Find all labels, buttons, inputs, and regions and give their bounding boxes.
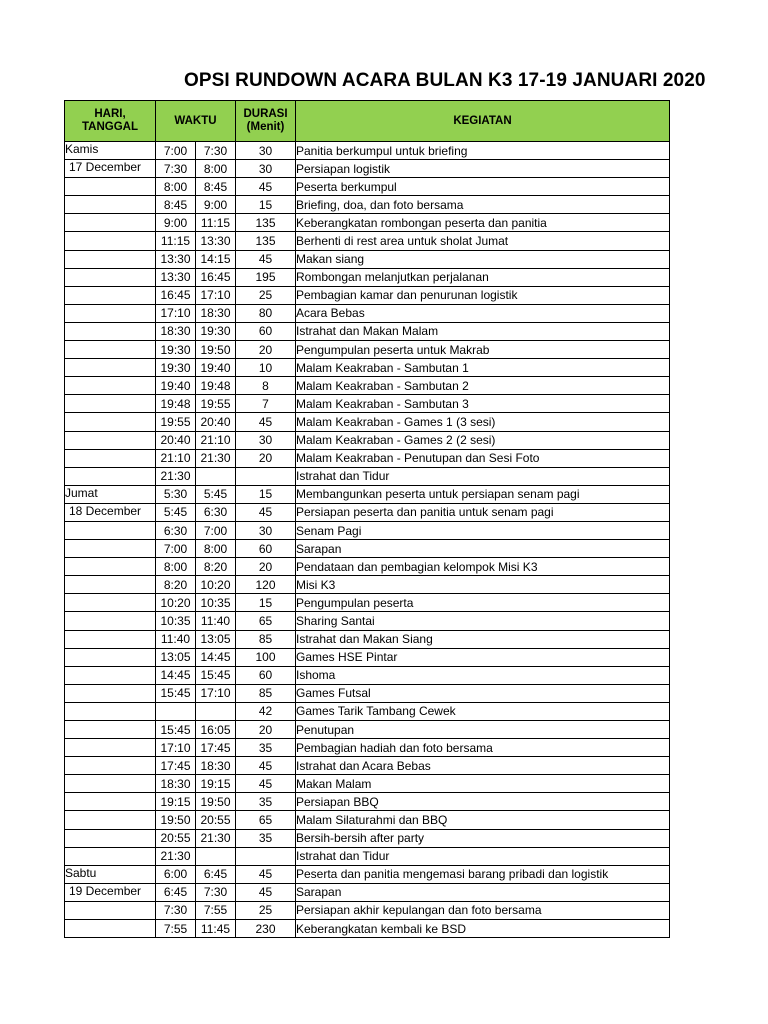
end-time-cell: 8:00 [196, 540, 236, 558]
day-name: Jumat [65, 485, 98, 500]
table-row [65, 721, 670, 739]
header-day-line2: TANGGAL [81, 121, 138, 133]
end-time-cell: 5:45 [196, 485, 236, 503]
day-name: Kamis [65, 142, 99, 156]
activity-cell: Makan Malam [296, 775, 670, 793]
end-time-cell: 18:30 [196, 304, 236, 322]
day-date: 17 December [69, 160, 142, 175]
activity-cell: Pendataan dan pembagian kelompok Misi K3 [296, 558, 670, 576]
activity-cell: Penutupan [296, 721, 670, 739]
table-row [65, 304, 670, 322]
start-time-cell: 18:30 [156, 775, 196, 793]
activity-cell: Pengumpulan peserta untuk Makrab [296, 341, 670, 359]
activity-cell: Games Futsal [296, 684, 670, 702]
day-cell-empty [65, 576, 156, 594]
schedule-body [65, 142, 670, 938]
duration-cell: 30 [236, 521, 296, 539]
duration-cell: 80 [236, 304, 296, 322]
day-date: 18 December [69, 503, 142, 518]
activity-cell: Malam Silaturahmi dan BBQ [296, 811, 670, 829]
start-time-cell: 7:30 [156, 901, 196, 919]
activity-cell: Bersih-bersih after party [296, 829, 670, 847]
header-duration-line2: (Menit) [246, 121, 285, 133]
day-cell-empty [65, 883, 156, 901]
header-row [65, 101, 670, 142]
activity-cell: Peserta berkumpul [296, 178, 670, 196]
day-cell-empty [65, 377, 156, 395]
table-row [65, 847, 670, 865]
end-time-cell: 11:45 [196, 920, 236, 938]
day-cell-empty [65, 503, 156, 521]
duration-cell: 85 [236, 630, 296, 648]
day-cell-empty [65, 612, 156, 630]
header-activity: KEGIATAN [296, 101, 670, 142]
duration-cell: 10 [236, 359, 296, 377]
start-time-cell: 13:30 [156, 268, 196, 286]
day-cell-empty [65, 901, 156, 919]
duration-cell: 35 [236, 793, 296, 811]
duration-cell: 25 [236, 286, 296, 304]
activity-cell: Pengumpulan peserta [296, 594, 670, 612]
duration-cell: 100 [236, 648, 296, 666]
start-time-cell: 11:15 [156, 232, 196, 250]
end-time-cell: 20:40 [196, 413, 236, 431]
end-time-cell: 21:30 [196, 449, 236, 467]
day-cell-empty [65, 666, 156, 684]
duration-cell: 15 [236, 485, 296, 503]
end-time-cell: 6:45 [196, 865, 236, 883]
activity-cell: Pembagian kamar dan penurunan logistik [296, 286, 670, 304]
day-cell-empty [65, 594, 156, 612]
duration-cell: 45 [236, 503, 296, 521]
duration-cell: 20 [236, 449, 296, 467]
day-cell-empty [65, 829, 156, 847]
day-cell-empty [65, 304, 156, 322]
day-name: Sabtu [65, 865, 97, 880]
table-row [65, 214, 670, 232]
table-row [65, 503, 670, 521]
table-row [65, 449, 670, 467]
end-time-cell: 19:30 [196, 322, 236, 340]
table-row [65, 142, 670, 160]
duration-cell: 45 [236, 250, 296, 268]
table-row [65, 901, 670, 919]
duration-cell: 60 [236, 322, 296, 340]
table-row [65, 540, 670, 558]
start-time-cell: 5:30 [156, 485, 196, 503]
day-cell-empty [65, 467, 156, 485]
day-cell [65, 485, 156, 503]
table-row [65, 160, 670, 178]
end-time-cell: 10:20 [196, 576, 236, 594]
duration-cell [236, 467, 296, 485]
day-cell-empty [65, 521, 156, 539]
end-time-cell: 11:15 [196, 214, 236, 232]
start-time-cell: 21:30 [156, 467, 196, 485]
activity-cell: Berhenti di rest area untuk sholat Jumat [296, 232, 670, 250]
duration-cell: 195 [236, 268, 296, 286]
duration-cell: 230 [236, 920, 296, 938]
day-cell-empty [65, 630, 156, 648]
end-time-cell: 7:55 [196, 901, 236, 919]
end-time-cell: 19:48 [196, 377, 236, 395]
start-time-cell: 8:00 [156, 558, 196, 576]
end-time-cell: 20:55 [196, 811, 236, 829]
table-row [65, 341, 670, 359]
day-cell-empty [65, 811, 156, 829]
day-cell-empty [65, 160, 156, 178]
end-time-cell: 14:45 [196, 648, 236, 666]
duration-cell: 20 [236, 721, 296, 739]
table-row [65, 377, 670, 395]
activity-cell: Malam Keakraban - Sambutan 3 [296, 395, 670, 413]
header-duration [236, 101, 296, 142]
duration-cell: 135 [236, 232, 296, 250]
activity-cell: Acara Bebas [296, 304, 670, 322]
table-row [65, 829, 670, 847]
day-cell-empty [65, 721, 156, 739]
start-time-cell: 7:30 [156, 160, 196, 178]
day-date: 19 December [69, 883, 142, 898]
header-day [65, 101, 156, 142]
duration-cell: 35 [236, 739, 296, 757]
table-row [65, 648, 670, 666]
start-time-cell: 15:45 [156, 721, 196, 739]
header-day-line1: HARI, [94, 108, 126, 120]
day-cell [65, 142, 156, 160]
start-time-cell: 6:00 [156, 865, 196, 883]
table-row [65, 250, 670, 268]
table-row [65, 630, 670, 648]
table-row [65, 883, 670, 901]
activity-cell: Malam Keakraban - Games 2 (2 sesi) [296, 431, 670, 449]
activity-cell: Keberangkatan rombongan peserta dan panitia [296, 214, 670, 232]
start-time-cell: 16:45 [156, 286, 196, 304]
end-time-cell: 14:15 [196, 250, 236, 268]
day-cell-empty [65, 648, 156, 666]
activity-cell: Persiapan peserta dan panitia untuk senam pagi [296, 503, 670, 521]
duration-cell: 85 [236, 684, 296, 702]
activity-cell: Malam Keakraban - Sambutan 2 [296, 377, 670, 395]
duration-cell: 45 [236, 178, 296, 196]
start-time-cell: 19:48 [156, 395, 196, 413]
duration-cell: 8 [236, 377, 296, 395]
day-cell-empty [65, 540, 156, 558]
end-time-cell: 7:00 [196, 521, 236, 539]
table-row [65, 684, 670, 702]
table-row [65, 739, 670, 757]
duration-cell: 15 [236, 594, 296, 612]
activity-cell: Pembagian hadiah dan foto bersama [296, 739, 670, 757]
activity-cell: Briefing, doa, dan foto bersama [296, 196, 670, 214]
day-cell-empty [65, 196, 156, 214]
table-row [65, 558, 670, 576]
duration-cell: 45 [236, 865, 296, 883]
activity-cell: Persiapan akhir kepulangan dan foto bersama [296, 901, 670, 919]
end-time-cell: 19:50 [196, 793, 236, 811]
end-time-cell: 13:30 [196, 232, 236, 250]
day-cell-empty [65, 739, 156, 757]
table-row [65, 865, 670, 883]
duration-cell: 45 [236, 757, 296, 775]
start-time-cell: 19:40 [156, 377, 196, 395]
activity-cell: Panitia berkumpul untuk briefing [296, 142, 670, 160]
table-row [65, 920, 670, 938]
start-time-cell: 13:05 [156, 648, 196, 666]
start-time-cell: 8:45 [156, 196, 196, 214]
duration-cell: 30 [236, 142, 296, 160]
start-time-cell: 15:45 [156, 684, 196, 702]
duration-cell: 45 [236, 775, 296, 793]
end-time-cell: 6:30 [196, 503, 236, 521]
duration-cell: 65 [236, 612, 296, 630]
day-cell [65, 865, 156, 883]
start-time-cell: 10:35 [156, 612, 196, 630]
start-time-cell [156, 702, 196, 720]
table-row [65, 594, 670, 612]
start-time-cell: 9:00 [156, 214, 196, 232]
duration-cell: 135 [236, 214, 296, 232]
day-cell-empty [65, 847, 156, 865]
duration-cell: 30 [236, 431, 296, 449]
start-time-cell: 8:00 [156, 178, 196, 196]
start-time-cell: 20:40 [156, 431, 196, 449]
activity-cell: Istrahat dan Tidur [296, 847, 670, 865]
table-row [65, 232, 670, 250]
start-time-cell: 17:45 [156, 757, 196, 775]
start-time-cell: 7:00 [156, 142, 196, 160]
table-row [65, 359, 670, 377]
table-row [65, 413, 670, 431]
table-row [65, 775, 670, 793]
activity-cell: Malam Keakraban - Sambutan 1 [296, 359, 670, 377]
duration-cell: 120 [236, 576, 296, 594]
activity-cell: Istrahat dan Acara Bebas [296, 757, 670, 775]
end-time-cell: 15:45 [196, 666, 236, 684]
duration-cell: 65 [236, 811, 296, 829]
day-cell-empty [65, 702, 156, 720]
table-row [65, 793, 670, 811]
activity-cell: Membangunkan peserta untuk persiapan senam pagi [296, 485, 670, 503]
duration-cell: 30 [236, 160, 296, 178]
start-time-cell: 20:55 [156, 829, 196, 847]
start-time-cell: 21:30 [156, 847, 196, 865]
start-time-cell: 19:50 [156, 811, 196, 829]
activity-cell: Malam Keakraban - Games 1 (3 sesi) [296, 413, 670, 431]
end-time-cell: 11:40 [196, 612, 236, 630]
table-row [65, 467, 670, 485]
table-row [65, 268, 670, 286]
day-cell-empty [65, 684, 156, 702]
day-cell-empty [65, 395, 156, 413]
day-cell-empty [65, 757, 156, 775]
end-time-cell [196, 702, 236, 720]
activity-cell: Games HSE Pintar [296, 648, 670, 666]
day-cell-empty [65, 431, 156, 449]
activity-cell: Rombongan melanjutkan perjalanan [296, 268, 670, 286]
duration-cell: 25 [236, 901, 296, 919]
day-cell-empty [65, 322, 156, 340]
end-time-cell: 7:30 [196, 142, 236, 160]
start-time-cell: 14:45 [156, 666, 196, 684]
start-time-cell: 11:40 [156, 630, 196, 648]
day-cell-empty [65, 449, 156, 467]
day-cell-empty [65, 232, 156, 250]
day-cell-empty [65, 413, 156, 431]
start-time-cell: 17:10 [156, 739, 196, 757]
day-cell-empty [65, 558, 156, 576]
activity-cell: Malam Keakraban - Penutupan dan Sesi Foto [296, 449, 670, 467]
end-time-cell: 18:30 [196, 757, 236, 775]
end-time-cell: 9:00 [196, 196, 236, 214]
day-cell-empty [65, 214, 156, 232]
day-cell-empty [65, 286, 156, 304]
end-time-cell [196, 847, 236, 865]
day-cell-empty [65, 920, 156, 938]
end-time-cell: 7:30 [196, 883, 236, 901]
end-time-cell: 17:10 [196, 286, 236, 304]
end-time-cell: 8:00 [196, 160, 236, 178]
table-row [65, 286, 670, 304]
activity-cell: Makan siang [296, 250, 670, 268]
duration-cell: 15 [236, 196, 296, 214]
activity-cell: Istrahat dan Makan Siang [296, 630, 670, 648]
schedule-table [64, 100, 670, 938]
end-time-cell: 10:35 [196, 594, 236, 612]
duration-cell: 20 [236, 341, 296, 359]
table-row [65, 178, 670, 196]
start-time-cell: 8:20 [156, 576, 196, 594]
start-time-cell: 10:20 [156, 594, 196, 612]
activity-cell: Games Tarik Tambang Cewek [296, 702, 670, 720]
duration-cell: 60 [236, 666, 296, 684]
table-row [65, 702, 670, 720]
table-row [65, 521, 670, 539]
table-row [65, 395, 670, 413]
duration-cell: 45 [236, 883, 296, 901]
end-time-cell: 8:45 [196, 178, 236, 196]
duration-cell: 45 [236, 413, 296, 431]
end-time-cell: 16:45 [196, 268, 236, 286]
day-cell-empty [65, 341, 156, 359]
start-time-cell: 6:30 [156, 521, 196, 539]
start-time-cell: 19:15 [156, 793, 196, 811]
day-cell-empty [65, 268, 156, 286]
activity-cell: Senam Pagi [296, 521, 670, 539]
day-cell-empty [65, 793, 156, 811]
duration-cell: 20 [236, 558, 296, 576]
end-time-cell: 19:50 [196, 341, 236, 359]
activity-cell: Istrahat dan Makan Malam [296, 322, 670, 340]
end-time-cell: 19:40 [196, 359, 236, 377]
day-cell-empty [65, 178, 156, 196]
end-time-cell [196, 467, 236, 485]
table-row [65, 576, 670, 594]
start-time-cell: 19:30 [156, 359, 196, 377]
table-row [65, 322, 670, 340]
duration-cell: 35 [236, 829, 296, 847]
activity-cell: Sarapan [296, 540, 670, 558]
activity-cell: Sharing Santai [296, 612, 670, 630]
table-row [65, 666, 670, 684]
activity-cell: Ishoma [296, 666, 670, 684]
header-time: WAKTU [156, 101, 236, 142]
table-row [65, 431, 670, 449]
activity-cell: Istrahat dan Tidur [296, 467, 670, 485]
table-row [65, 485, 670, 503]
start-time-cell: 21:10 [156, 449, 196, 467]
start-time-cell: 7:00 [156, 540, 196, 558]
day-cell-empty [65, 359, 156, 377]
start-time-cell: 18:30 [156, 322, 196, 340]
day-cell-empty [65, 250, 156, 268]
table-row [65, 811, 670, 829]
start-time-cell: 19:55 [156, 413, 196, 431]
end-time-cell: 21:10 [196, 431, 236, 449]
end-time-cell: 8:20 [196, 558, 236, 576]
day-cell-empty [65, 775, 156, 793]
start-time-cell: 13:30 [156, 250, 196, 268]
activity-cell: Misi K3 [296, 576, 670, 594]
end-time-cell: 19:55 [196, 395, 236, 413]
page-title: OPSI RUNDOWN ACARA BULAN K3 17-19 JANUARI 2020 [184, 70, 706, 91]
end-time-cell: 19:15 [196, 775, 236, 793]
start-time-cell: 7:55 [156, 920, 196, 938]
duration-cell: 7 [236, 395, 296, 413]
activity-cell: Persiapan BBQ [296, 793, 670, 811]
activity-cell: Persiapan logistik [296, 160, 670, 178]
table-row [65, 757, 670, 775]
start-time-cell: 17:10 [156, 304, 196, 322]
duration-cell: 60 [236, 540, 296, 558]
start-time-cell: 19:30 [156, 341, 196, 359]
end-time-cell: 17:45 [196, 739, 236, 757]
table-row [65, 196, 670, 214]
end-time-cell: 21:30 [196, 829, 236, 847]
duration-cell: 42 [236, 702, 296, 720]
start-time-cell: 5:45 [156, 503, 196, 521]
start-time-cell: 6:45 [156, 883, 196, 901]
end-time-cell: 13:05 [196, 630, 236, 648]
activity-cell: Keberangkatan kembali ke BSD [296, 920, 670, 938]
duration-cell [236, 847, 296, 865]
activity-cell: Sarapan [296, 883, 670, 901]
end-time-cell: 16:05 [196, 721, 236, 739]
table-row [65, 612, 670, 630]
end-time-cell: 17:10 [196, 684, 236, 702]
header-duration-line1: DURASI [243, 108, 288, 120]
activity-cell: Peserta dan panitia mengemasi barang pribadi dan logistik [296, 865, 670, 883]
